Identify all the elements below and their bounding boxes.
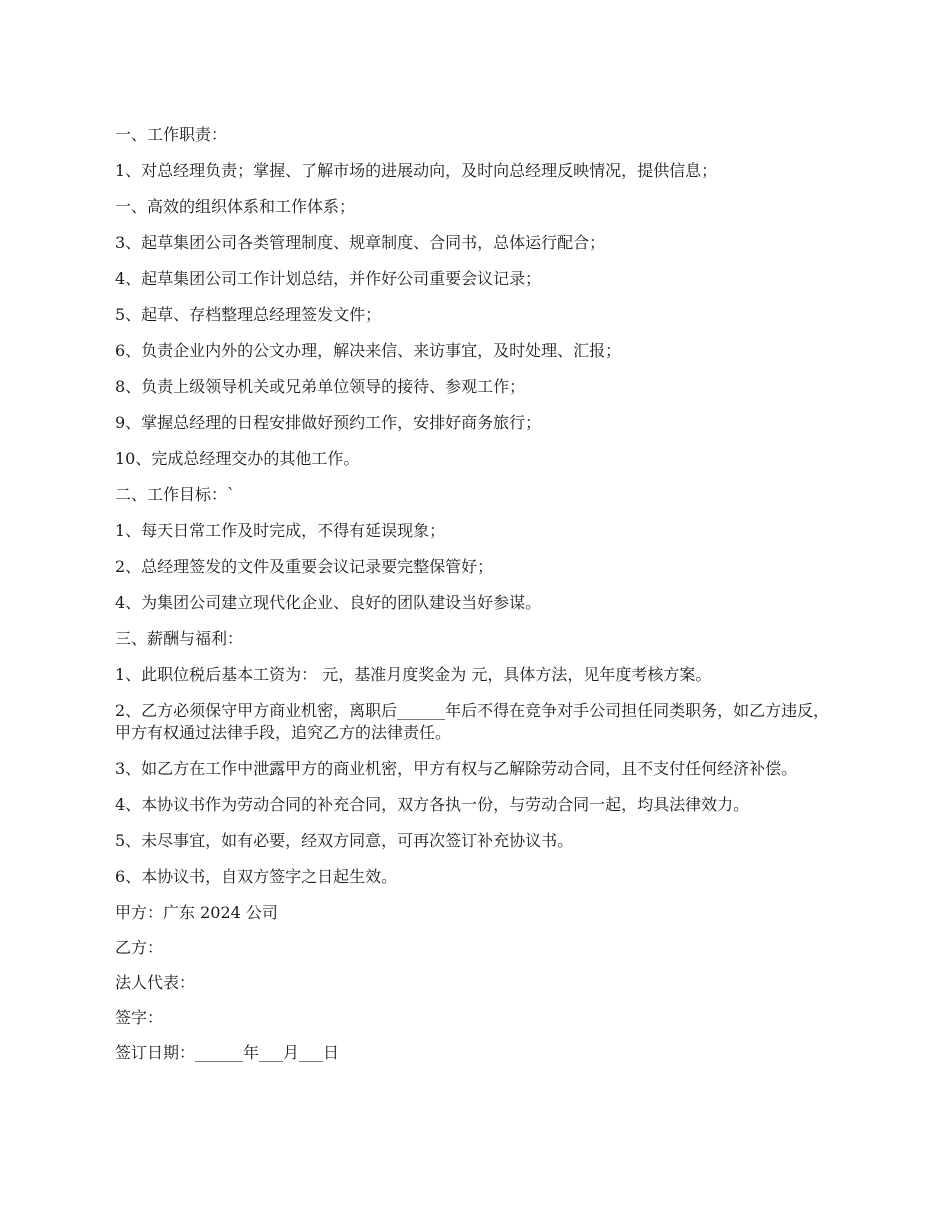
party-b-line: 乙方： (115, 938, 164, 957)
section-heading-compensation: 三、薪酬与福利： (115, 629, 244, 648)
paragraph: 4、起草集团公司工作计划总结，并作好公司重要会议记录； (115, 269, 542, 288)
paragraph: 4、为集团公司建立现代化企业、良好的团队建设当好参谋。 (115, 593, 542, 612)
paragraph: 1、每天日常工作及时完成，不得有延误现象； (115, 521, 446, 540)
paragraph: 一、高效的组织体系和工作体系； (115, 197, 356, 216)
paragraph: 6、本协议书，自双方签字之日起生效。 (115, 867, 398, 886)
paragraph: 5、起草、存档整理总经理签发文件； (115, 305, 382, 324)
paragraph: 5、未尽事宜，如有必要，经双方同意，可再次签订补充协议书。 (115, 831, 574, 850)
paragraph: 8、负责上级领导机关或兄弟单位领导的接待、参观工作； (115, 377, 526, 396)
paragraph: 9、掌握总经理的日程安排做好预约工作，安排好商务旅行； (115, 413, 542, 432)
section-heading-duties: 一、工作职责： (115, 125, 228, 144)
legal-representative-line: 法人代表： (115, 973, 196, 992)
paragraph: 6、负责企业内外的公文办理，解决来信、来访事宜，及时处理、汇报； (115, 341, 622, 360)
paragraph: 1、对总经理负责；掌握、了解市场的进展动向，及时向总经理反映情况，提供信息； (115, 161, 718, 180)
paragraph: 3、起草集团公司各类管理制度、规章制度、合同书，总体运行配合； (115, 233, 606, 252)
paragraph: 3、如乙方在工作中泄露甲方的商业机密，甲方有权与乙解除劳动合同，且不支付任何经济补偿。 (115, 759, 798, 778)
paragraph: 2、总经理签发的文件及重要会议记录要完整保管好； (115, 557, 494, 576)
signature-line: 签字： (115, 1008, 164, 1027)
party-a-line: 甲方：广东 2024 公司 (115, 903, 278, 922)
paragraph: 4、本协议书作为劳动合同的补充合同，双方各执一份，与劳动合同一起，均具法律效力。 (115, 795, 750, 814)
signing-date-line: 签订日期：______年___月___日 (115, 1043, 340, 1062)
paragraph: 1、此职位税后基本工资为： 元，基准月度奖金为 元，具体方法，见年度考核方案。 (115, 665, 712, 684)
document-page (115, 124, 845, 1077)
section-heading-goals: 二、工作目标：` (115, 485, 236, 504)
paragraph: 2、乙方必须保守甲方商业机密，离职后______年后不得在竞争对手公司担任同类职务，如乙方违反，甲方有权通过法律手段，追究乙方的法律责任。 (115, 701, 830, 742)
paragraph: 10、完成总经理交办的其他工作。 (115, 449, 360, 468)
